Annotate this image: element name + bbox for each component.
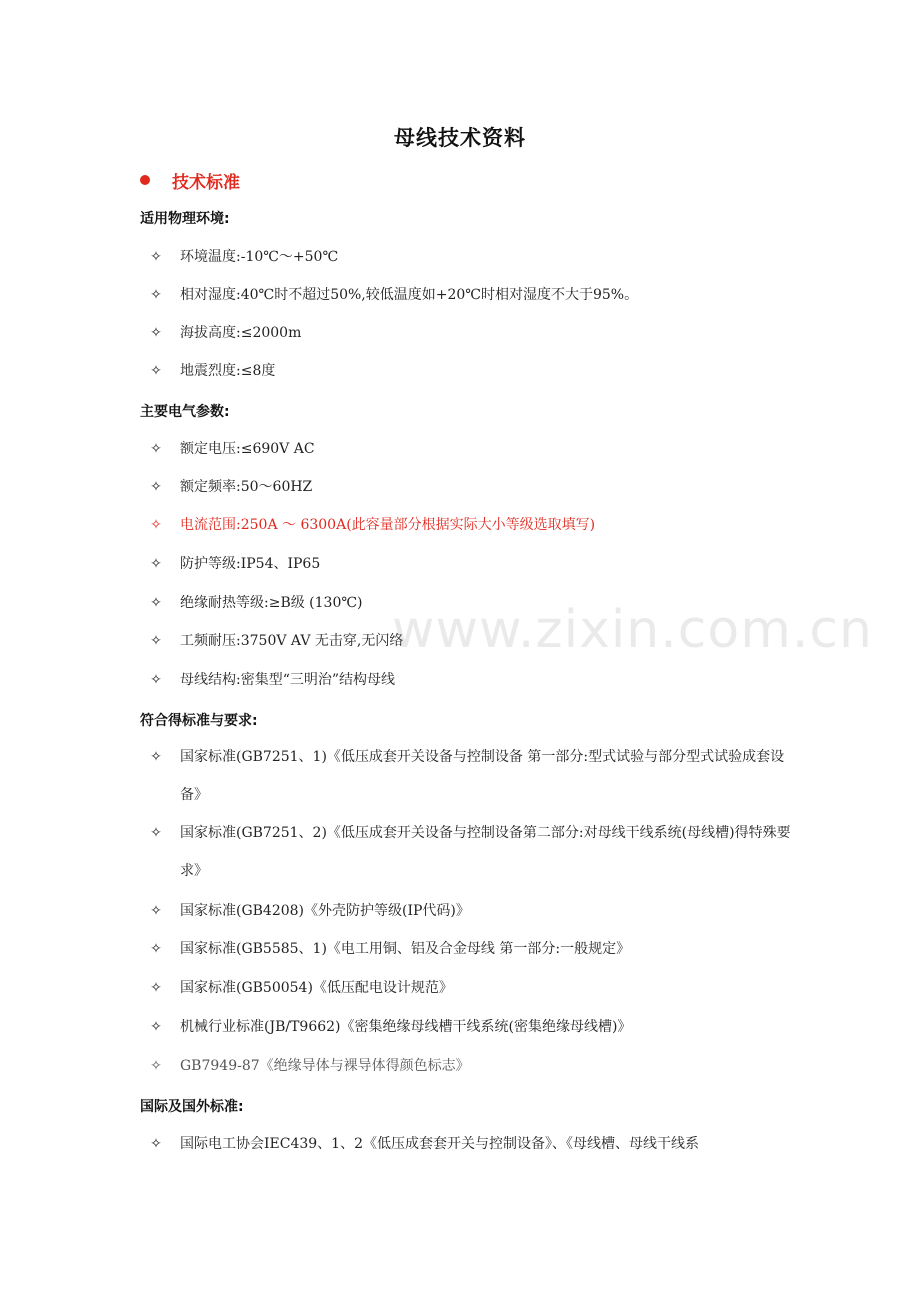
standards-heading: 符合得标准与要求:: [140, 713, 258, 729]
list-item: ✧ 国家标准(GB7251、2)《低压成套开关设备与控制设备第二部分:对母线干线系统(母线槽)得特殊要求》: [146, 814, 796, 894]
diamond-star-icon: ✧: [150, 749, 162, 765]
diamond-star-icon: ✧: [150, 941, 162, 957]
document-page: 母线技术资料 技术标准 适用物理环境: ✧ 环境温度:-10℃～+50℃ ✧ 相对湿度:40℃时不超过50%,较低温度如+20℃时相对湿度不大于95%。 ✧ 海拔高度:≤2000m ✧ 地震烈度:≤8度 主要电气参数: ✧ 额定电压:≤690V AC ✧ 额定频率:50～60HZ ✧ 电流范围:250A ～ 6300A(此容量部分根据实际大小等级选取填写) ✧ 防护等级:IP54、IP65 ✧ 绝缘耐热等级:≥B级 (130℃) ✧ 工频耐压:3750V AV 无击穿,无闪络 ✧ 母线结构:密集型“三明治”结构母线 符合得标准与要求: ✧ 国家标准(GB7251、1)《低压成套开关设备与控制设备 第一部分:型式试验与部分型式试验成套设备》 ✧ 国家标准(GB7251、2)《低压成套开关设备与控制设备第二部分:对母线干线系统(母线槽)得特殊要求》 ✧ 国家标准(GB4208)《外壳防护等级(IP代码)》 ✧ 国家标准(GB5585、1)《电工用铜、铝及合金母线 第一部分:一般规定》 ✧ 国家标准(GB50054)《低压配电设计规范》 ✧ 机械行业标准(JB/T9662)《密集绝缘母线槽干线系统(密集绝缘母线槽)》 ✧ GB7949-87《绝缘导体与裸导体得颜色标志》 国际及国外标准: ✧ 国际电工协会IEC439、1、2《低压成套套开关与控制设备》、《母线槽、母线干线系 www.zixin.com.cn: [0, 0, 920, 1302]
diamond-star-icon: ✧: [150, 249, 162, 265]
diamond-star-icon: ✧: [150, 595, 162, 611]
section-label: 技术标准: [172, 172, 240, 193]
bullet-dot-icon: [140, 175, 150, 185]
diamond-star-icon: ✧: [150, 441, 162, 457]
diamond-star-icon: ✧: [150, 287, 162, 303]
diamond-star-icon: ✧: [150, 1019, 162, 1035]
diamond-star-icon: ✧: [150, 363, 162, 379]
international-heading: 国际及国外标准:: [140, 1099, 244, 1115]
diamond-star-icon: ✧: [150, 980, 162, 996]
section-heading: [140, 168, 240, 192]
page-title: 母线技术资料: [394, 126, 526, 150]
electrical-heading: 主要电气参数:: [140, 404, 230, 420]
diamond-star-icon: ✧: [150, 517, 162, 533]
diamond-star-icon: ✧: [150, 903, 162, 919]
list-item: ✧ 国家标准(GB7251、1)《低压成套开关设备与控制设备 第一部分:型式试验与部分型式试验成套设备》: [146, 738, 796, 818]
environment-heading: 适用物理环境:: [140, 211, 230, 227]
watermark-text: www.zixin.com.cn: [392, 600, 873, 660]
diamond-star-icon: ✧: [150, 633, 162, 649]
diamond-star-icon: ✧: [150, 479, 162, 495]
diamond-star-icon: ✧: [150, 325, 162, 341]
diamond-star-icon: ✧: [150, 556, 162, 572]
diamond-star-icon: ✧: [150, 672, 162, 688]
diamond-star-icon: ✧: [150, 1136, 162, 1152]
diamond-star-icon: ✧: [150, 1058, 162, 1074]
diamond-star-icon: ✧: [150, 825, 162, 841]
